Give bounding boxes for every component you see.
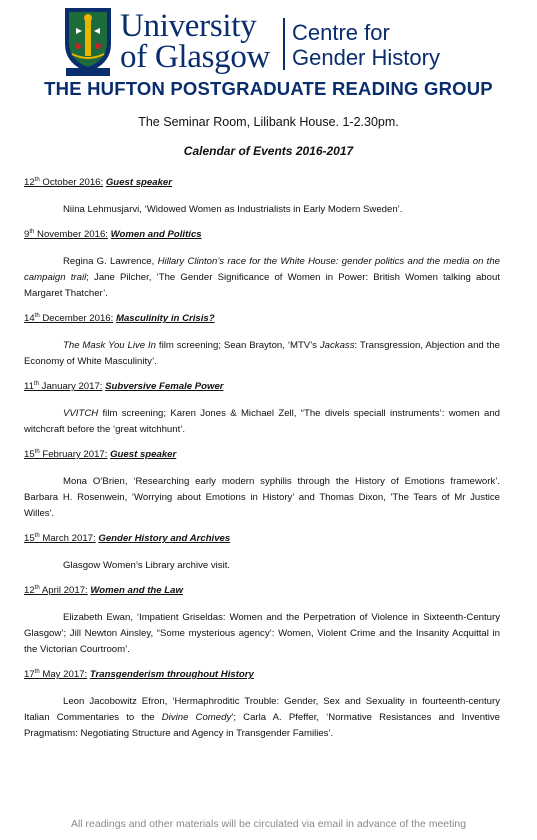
event-day: 11 <box>24 381 34 392</box>
event-heading <box>24 175 500 191</box>
event-month-year: February 2017: <box>42 449 108 460</box>
calendar-title: Calendar of Events 2016-2017 <box>183 144 354 158</box>
event-title-italic: Hillary Clinton’s race for the White House: gender politics and the media on the campaign trail <box>24 256 500 283</box>
event-day-suffix: th <box>33 380 39 387</box>
event-day: 15 <box>24 533 35 544</box>
event-heading <box>24 311 500 327</box>
event-heading <box>24 583 500 599</box>
event-item <box>24 227 500 302</box>
event-month-year: May 2017: <box>42 669 88 680</box>
event-month-year: April 2017: <box>41 585 88 596</box>
event-text: ; Jane Pilcher, ‘The Gender Significance of Women in Power: British Women talking about Margaret Thatcher’. <box>24 272 500 299</box>
event-description <box>24 338 500 370</box>
event-item <box>24 447 500 522</box>
event-date <box>24 381 102 392</box>
event-month-year: October 2016: <box>42 177 104 188</box>
event-text: Mona O’Brien, ‘Researching early modern syphilis through the History of Emotions framework’. Barbara H. Rosenwein, ‘Worrying about Emotions in History’ and Thomas Dixon, 'The Tears of Mr Justice Willes'. <box>24 476 500 519</box>
event-theme: Guest speaker <box>105 177 172 188</box>
event-theme: Guest speaker <box>110 449 177 460</box>
event-description <box>24 558 500 574</box>
university-line-2: of Glasgow <box>120 39 271 75</box>
event-heading <box>24 379 500 395</box>
event-date <box>24 669 87 680</box>
event-day: 17 <box>24 669 35 680</box>
university-crest-icon <box>62 6 114 76</box>
event-date <box>24 229 108 240</box>
event-theme: Women and Politics <box>110 229 202 240</box>
event-item <box>24 311 500 370</box>
event-text: film screening; Sean Brayton, ‘MTV’s <box>156 340 320 351</box>
header-divider <box>283 18 285 70</box>
event-date <box>24 177 103 188</box>
event-theme: Subversive Female Power <box>105 381 224 392</box>
centre-line-1: Centre for <box>292 20 390 45</box>
event-day: 12 <box>24 177 35 188</box>
event-day-suffix: th <box>34 584 40 591</box>
event-title-italic: VVITCH <box>63 408 99 419</box>
event-item <box>24 583 500 658</box>
event-day-suffix: th <box>34 668 40 675</box>
event-text: Glasgow Women’s Library archive visit. <box>63 560 231 571</box>
event-date <box>24 449 107 460</box>
event-day: 12 <box>24 585 35 596</box>
footer-note: All readings and other materials will be circulated via email in advance of the meeting <box>70 818 467 830</box>
event-month-year: January 2017: <box>41 381 103 392</box>
event-description <box>24 474 500 522</box>
event-date <box>24 585 88 596</box>
event-month-year: November 2016: <box>37 229 108 240</box>
event-heading <box>24 531 500 547</box>
event-title-italic: Jackass <box>319 340 355 351</box>
event-date <box>24 313 113 324</box>
event-month-year: December 2016: <box>42 313 114 324</box>
event-description <box>24 406 500 438</box>
venue-line: The Seminar Room, Lilibank House. 1-2.30pm. <box>138 115 399 129</box>
event-date <box>24 533 96 544</box>
event-text: film screening; Karen Jones & Michael Zell, “The divels speciall instruments’: women and witchcraft before the ‘great witchhunt’. <box>24 408 500 435</box>
event-description <box>24 694 500 742</box>
university-wordmark <box>120 10 270 74</box>
centre-line-2: Gender History <box>292 45 440 70</box>
event-day-suffix: th <box>34 532 40 539</box>
event-month-year: March 2017: <box>42 533 96 544</box>
event-theme: Women and the Law <box>90 585 183 596</box>
event-text: Regina G. Lawrence, <box>63 256 158 267</box>
university-line-1: University <box>120 8 257 44</box>
event-theme: Transgenderism throughout History <box>89 669 254 680</box>
event-text: Elizabeth Ewan, ‘Impatient Griseldas: Women and the Perpetration of Violence in Sixteenth-Century Glasgow’; Jill Newton Ainsley, “Some mysterious agency’: Women, Violent Crime and the Insanity Acquittal in the Victorian Courtroom’. <box>24 612 500 655</box>
event-heading <box>24 667 500 683</box>
event-text: Niina Lehmusjarvi, ‘Widowed Women as Industrialists in Early Modern Sweden’. <box>63 204 403 215</box>
event-day-suffix: th <box>34 176 40 183</box>
event-day: 9 <box>24 229 30 240</box>
event-item <box>24 531 500 574</box>
event-theme: Gender History and Archives <box>98 533 231 544</box>
event-text: ’; Carla A. Pfeffer, ‘Normative Resistances and Inventive Pragmatism: Negotiating Structure and Agency in Transgender Families’. <box>24 712 500 739</box>
event-heading <box>24 227 500 243</box>
event-title-italic: Divine Comedy <box>161 712 232 723</box>
event-title-italic: The Mask You Live In <box>63 340 157 351</box>
events-list <box>24 175 500 751</box>
event-item <box>24 667 500 742</box>
event-theme: Masculinity in Crisis? <box>115 313 215 324</box>
event-heading <box>24 447 500 463</box>
event-description <box>24 254 500 302</box>
event-day: 15 <box>24 449 35 460</box>
event-description <box>24 610 500 658</box>
event-day-suffix: th <box>34 448 40 455</box>
event-text: : Transgression, Abjection and the Economy of White Masculinity’. <box>24 340 500 367</box>
event-item <box>24 175 500 218</box>
event-day: 14 <box>24 313 35 324</box>
event-day-suffix: th <box>29 228 35 235</box>
event-item <box>24 379 500 438</box>
letterhead <box>62 6 482 78</box>
page-title: THE HUFTON POSTGRADUATE READING GROUP <box>44 78 493 99</box>
event-description <box>24 202 500 218</box>
event-day-suffix: th <box>34 312 40 319</box>
centre-wordmark <box>292 20 440 70</box>
event-text: Leon Jacobowitz Efron, ‘Hermaphroditic Trouble: Gender, Sex and Sexuality in fourteenth-century Italian Commentaries to the <box>24 696 500 723</box>
